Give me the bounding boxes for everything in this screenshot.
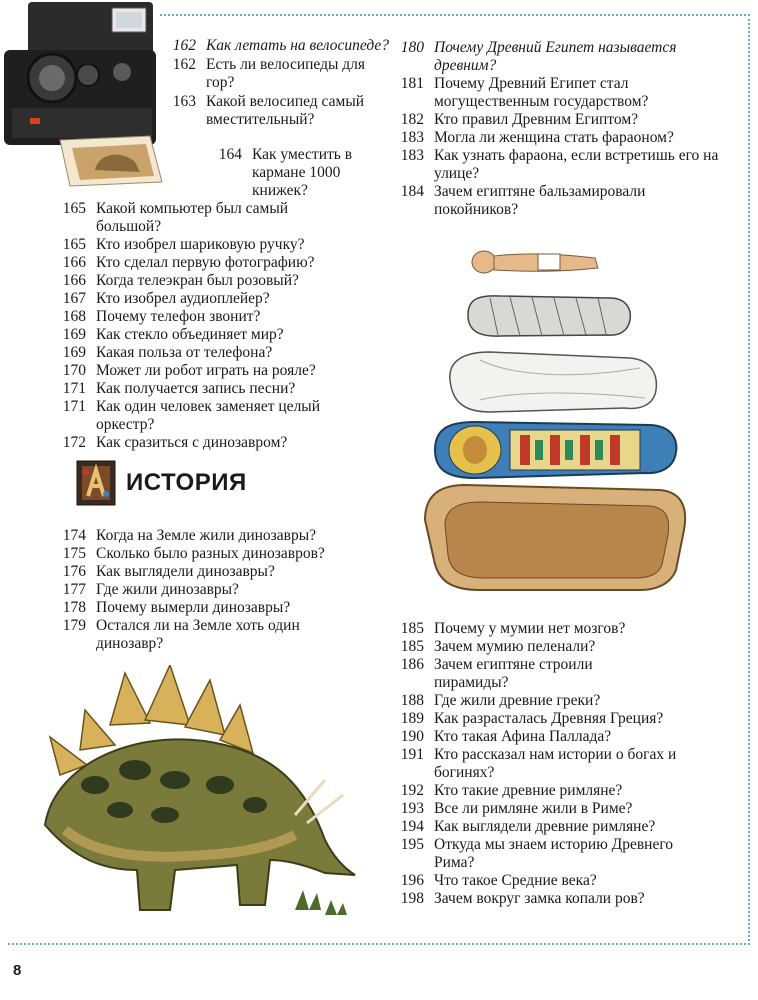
- entry-page: 183: [400, 129, 424, 146]
- entry-title: Как узнать фараона, если встретишь его на улице?: [434, 147, 719, 182]
- toc-entry: [388, 620, 733, 638]
- entry-title: Почему Древний Египет стал могущественным государством?: [434, 75, 649, 110]
- toc-entry: [388, 818, 733, 836]
- toc-entry: [50, 290, 380, 308]
- toc-entry: [388, 800, 733, 818]
- entry-title: Как выглядели динозавры?: [96, 563, 275, 580]
- toc-entry: [388, 147, 733, 183]
- entry-title: Кто рассказал нам истории о богах и богинях?: [434, 746, 677, 781]
- entry-page: 177: [62, 581, 86, 598]
- toc-entry: [50, 254, 380, 272]
- toc-entry: [160, 93, 390, 129]
- toc-entry: [50, 581, 380, 599]
- entry-title: Почему Древний Египет называется древним?: [434, 39, 677, 74]
- entry-page: 189: [400, 710, 424, 727]
- entry-title: Кто изобрел шариковую ручку?: [96, 236, 305, 253]
- entry-page: 170: [62, 362, 86, 379]
- entry-title: Как сразиться с динозавром?: [96, 434, 288, 451]
- entry-title: Кто изобрел аудиоплейер?: [96, 290, 270, 307]
- toc-entry: [160, 56, 390, 92]
- entry-title: Кто такие древние римляне?: [434, 782, 623, 799]
- entry-title: Как летать на велосипеде?: [206, 37, 390, 54]
- entry-title: Зачем мумию пеленали?: [434, 638, 596, 655]
- entry-page: 162: [172, 56, 196, 73]
- entry-page: 169: [62, 326, 86, 343]
- entry-page: 185: [400, 620, 424, 637]
- entry-page: 169: [62, 344, 86, 361]
- entry-page: 163: [172, 93, 196, 110]
- entry-title: Зачем египтяне бальзамировали покойников?: [434, 183, 646, 218]
- entry-page: 166: [62, 272, 86, 289]
- toc-entry: [50, 200, 380, 236]
- toc-entry: [50, 326, 380, 344]
- entry-title: Может ли робот играть на рояле?: [96, 362, 316, 379]
- entry-page: 182: [400, 111, 424, 128]
- toc-entry: [388, 710, 733, 728]
- toc-entry: [50, 545, 380, 563]
- entry-title: Какой компьютер был самый большой?: [96, 200, 289, 235]
- toc-entry: [50, 563, 380, 581]
- page-border-top: [160, 14, 750, 16]
- toc-entry: [50, 617, 380, 653]
- entry-page: 165: [62, 236, 86, 253]
- toc-entry: [50, 380, 380, 398]
- page-border-bottom: [8, 943, 750, 945]
- right-bottom-list: [388, 620, 733, 908]
- entry-page: 185: [400, 638, 424, 655]
- toc-entry: [50, 344, 380, 362]
- toc-entry: [50, 527, 380, 545]
- right-top-list: [388, 39, 733, 219]
- left-top-list-indented: [206, 146, 376, 200]
- toc-entry: [160, 37, 390, 55]
- toc-entry: [388, 692, 733, 710]
- entry-page: 176: [62, 563, 86, 580]
- entry-page: 194: [400, 818, 424, 835]
- entry-title: Как один человек заменяет целый оркестр?: [96, 398, 321, 433]
- entry-title: Могла ли женщина стать фараоном?: [434, 129, 674, 146]
- entry-title: Как получается запись песни?: [96, 380, 296, 397]
- left-main-list: [50, 200, 380, 452]
- toc-entry: [50, 434, 380, 452]
- mummy-stages-illustration: [420, 240, 690, 595]
- illuminated-letter-icon: [76, 460, 116, 506]
- entry-title: Остался ли на Земле хоть один динозавр?: [96, 617, 300, 652]
- entry-page: 192: [400, 782, 424, 799]
- toc-entry: [388, 129, 733, 147]
- toc-entry: [388, 638, 733, 656]
- body-figure: [472, 251, 598, 273]
- entry-page: 164: [218, 146, 242, 163]
- toc-entry: [206, 146, 376, 200]
- entry-title: Как выглядели древние римляне?: [434, 818, 656, 835]
- entry-title: Где жили древние греки?: [434, 692, 601, 709]
- toc-entry: [50, 398, 380, 434]
- entry-page: 180: [400, 39, 424, 56]
- entry-title: Когда телеэкран был розовый?: [96, 272, 299, 289]
- entry-page: 186: [400, 656, 424, 673]
- instant-camera-illustration: [0, 0, 165, 190]
- toc-entry: [50, 362, 380, 380]
- toc-entry: [388, 656, 733, 692]
- entry-page: 175: [62, 545, 86, 562]
- entry-title: Когда на Земле жили динозавры?: [96, 527, 317, 544]
- section-heading: [76, 460, 247, 506]
- entry-title: Как стекло объединяет мир?: [96, 326, 284, 343]
- page-number: 8: [13, 962, 22, 979]
- entry-page: 198: [400, 890, 424, 907]
- toc-entry: [388, 75, 733, 111]
- entry-page: 172: [62, 434, 86, 451]
- entry-title: Все ли римляне жили в Риме?: [434, 800, 633, 817]
- entry-title: Откуда мы знаем историю Древнего Рима?: [434, 836, 674, 871]
- entry-page: 195: [400, 836, 424, 853]
- entry-title: Как разрасталась Древняя Греция?: [434, 710, 664, 727]
- entry-page: 193: [400, 800, 424, 817]
- entry-page: 167: [62, 290, 86, 307]
- entry-page: 181: [400, 75, 424, 92]
- toc-entry: [388, 836, 733, 872]
- entry-title: Где жили динозавры?: [96, 581, 239, 598]
- entry-page: 171: [62, 380, 86, 397]
- entry-page: 165: [62, 200, 86, 217]
- entry-title: Зачем вокруг замка копали ров?: [434, 890, 645, 907]
- entry-page: 174: [62, 527, 86, 544]
- entry-title: Почему у мумии нет мозгов?: [434, 620, 626, 637]
- entry-page: 166: [62, 254, 86, 271]
- entry-page: 191: [400, 746, 424, 763]
- entry-page: 184: [400, 183, 424, 200]
- entry-page: 178: [62, 599, 86, 616]
- entry-page: 168: [62, 308, 86, 325]
- entry-title: Какой велосипед самый вместительный?: [206, 93, 365, 128]
- entry-title: Кто сделал первую фотографию?: [96, 254, 315, 271]
- toc-entry: [388, 39, 733, 75]
- toc-entry: [50, 599, 380, 617]
- left-history-list: [50, 527, 380, 653]
- entry-title: Какая польза от телефона?: [96, 344, 273, 361]
- toc-entry: [50, 272, 380, 290]
- entry-page: 188: [400, 692, 424, 709]
- left-top-list: [160, 37, 390, 129]
- entry-title: Почему телефон звонит?: [96, 308, 261, 325]
- toc-entry: [388, 890, 733, 908]
- entry-page: 179: [62, 617, 86, 634]
- toc-entry: [388, 872, 733, 890]
- entry-title: Зачем египтяне строили пирамиды?: [434, 656, 593, 691]
- entry-title: Что такое Средние века?: [434, 872, 597, 889]
- toc-entry: [388, 111, 733, 129]
- entry-page: 190: [400, 728, 424, 745]
- entry-page: 196: [400, 872, 424, 889]
- section-title: ИСТОРИЯ: [126, 469, 247, 496]
- toc-entry: [388, 183, 733, 219]
- toc-entry: [50, 236, 380, 254]
- stegosaurus-illustration: [25, 665, 370, 935]
- entry-page: 183: [400, 147, 424, 164]
- toc-entry: [50, 308, 380, 326]
- page-border-right: [748, 14, 750, 945]
- toc-entry: [388, 746, 733, 782]
- entry-title: Кто правил Древним Египтом?: [434, 111, 639, 128]
- entry-title: Почему вымерли динозавры?: [96, 599, 291, 616]
- entry-title: Сколько было разных динозавров?: [96, 545, 325, 562]
- entry-title: Кто такая Афина Паллада?: [434, 728, 612, 745]
- entry-title: Как уместить в кармане 1000 книжек?: [252, 146, 353, 199]
- toc-entry: [388, 782, 733, 800]
- entry-page: 162: [172, 37, 196, 54]
- toc-entry: [388, 728, 733, 746]
- entry-title: Есть ли велосипеды для гор?: [206, 56, 366, 91]
- entry-page: 171: [62, 398, 86, 415]
